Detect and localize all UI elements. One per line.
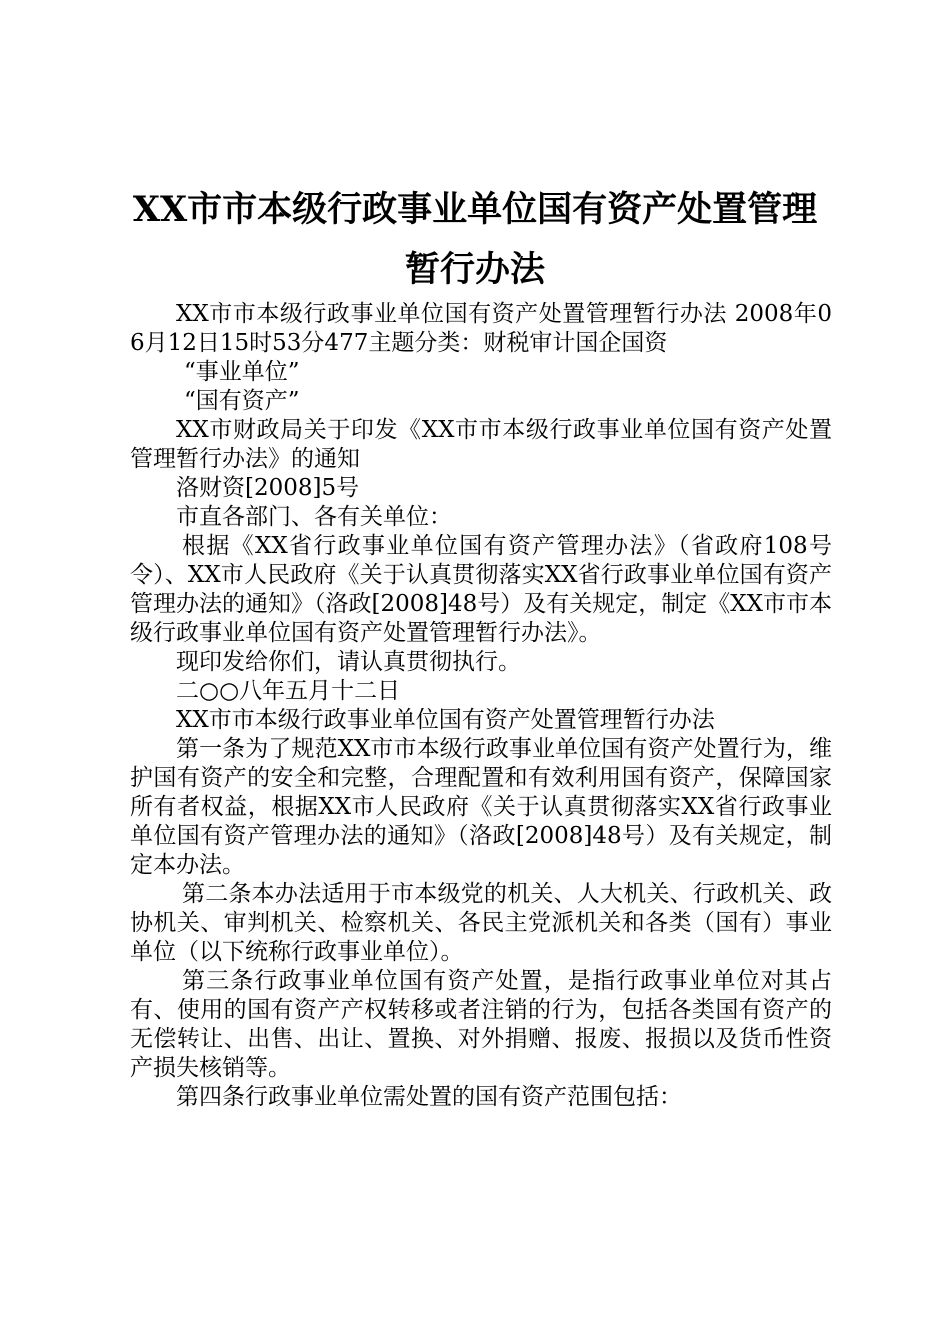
paragraph-instruction: 现印发给你们，请认真贯彻执行。: [176, 649, 521, 675]
paragraph-article-1: 第一条为了规范XX市市本级行政事业单位国有资产处置行为，维护国有资产的安全和完整，合理配置和有效利用国有资产，保障国家所有者权益，根据XX市人民政府《关于认真贯彻落实XX省行政事业单位国有资产管理办法的通知》（洛政[2008]48号）及有关规定，制定本办法。: [130, 736, 832, 878]
paragraph-tag-1: “事业单位”: [184, 359, 300, 385]
document-title-line-1: XX市市本级行政事业单位国有资产处置管理: [132, 189, 818, 230]
paragraph-measures-title: XX市市本级行政事业单位国有资产处置管理暂行办法: [176, 707, 715, 733]
paragraph-document-number: 洛财资[2008]5号: [176, 475, 360, 501]
paragraph-article-2: 第二条本办法适用于市本级党的机关、人大机关、行政机关、政协机关、审判机关、检察机关、各民主党派机关和各类（国有）事业单位（以下统称行政事业单位）。: [130, 881, 832, 965]
paragraph-date: 二○○八年五月十二日: [176, 678, 401, 704]
paragraph-notice-title: XX市财政局关于印发《XX市市本级行政事业单位国有资产处置管理暂行办法》的通知: [130, 417, 832, 472]
paragraph-article-3: 第三条行政事业单位国有资产处置，是指行政事业单位对其占有、使用的国有资产产权转移或者注销的行为，包括各类国有资产的无偿转让、出售、出让、置换、对外捐赠、报废、报损以及货币性资产损失核销等。: [130, 968, 832, 1081]
paragraph-basis: 根据《XX省行政事业单位国有资产管理办法》（省政府108号令）、XX市人民政府《关于认真贯彻落实XX省行政事业单位国有资产管理办法的通知》（洛政[2008]48号）及有关规定，制定《XX市市本级行政事业单位国有资产处置管理暂行办法》。: [130, 533, 832, 646]
paragraph-tag-2: “国有资产”: [184, 388, 300, 414]
document-body: [130, 300, 832, 1112]
paragraph-header-info: XX市市本级行政事业单位国有资产处置管理暂行办法 2008年06月12日15时53分477主题分类：财税审计国企国资: [130, 301, 832, 356]
document-title-line-2: 暂行办法: [404, 249, 545, 290]
paragraph-article-4: 第四条行政事业单位需处置的国有资产范围包括：: [176, 1084, 682, 1110]
paragraph-addressee: 市直各部门、各有关单位：: [176, 504, 452, 530]
